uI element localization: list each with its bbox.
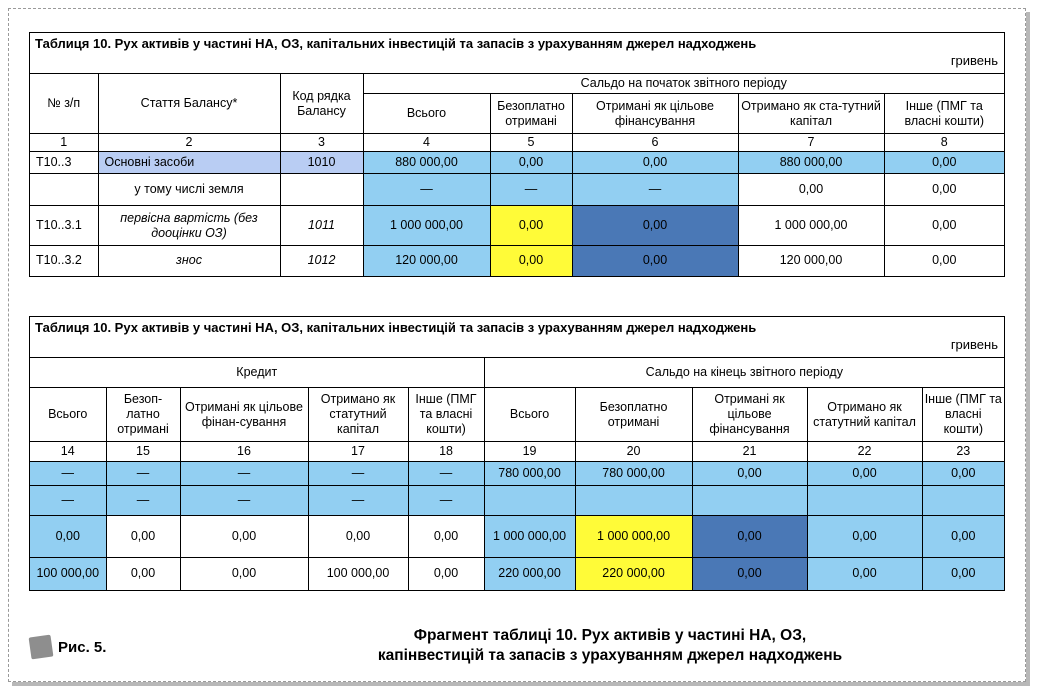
row-article: у тому числі земля (98, 174, 280, 206)
table-row (30, 206, 1004, 246)
table-2-grid (30, 357, 1004, 590)
cell: 220 000,00 (575, 558, 692, 590)
table-row (30, 486, 1004, 516)
cell: — (180, 486, 308, 516)
table-row (30, 516, 1004, 558)
colnum: 16 (180, 442, 308, 462)
table-2-unit: гривень (950, 337, 998, 352)
cell-capital: 120 000,00 (738, 246, 884, 276)
cell-other: 0,00 (884, 152, 1004, 174)
colnum: 5 (490, 134, 572, 152)
cell: — (408, 486, 484, 516)
row-num: Т10..3.1 (30, 206, 98, 246)
table-2 (29, 316, 1005, 591)
caption-line-2: капінвестицій та запасів з урахуванням джерел надходжень (377, 647, 843, 664)
header-credit-free: Безоп-латно отримані (106, 388, 180, 442)
cell (484, 486, 575, 516)
colnum: 20 (575, 442, 692, 462)
cell: 0,00 (692, 516, 807, 558)
cell-other: 0,00 (884, 246, 1004, 276)
cell: — (408, 462, 484, 486)
row-code (280, 174, 363, 206)
cell: — (308, 486, 408, 516)
cell: — (30, 462, 106, 486)
header-credit-capital: Отримано як статутний капітал (308, 388, 408, 442)
table-row (30, 174, 1004, 206)
cell: 0,00 (922, 558, 1004, 590)
cell (692, 486, 807, 516)
header-article: Стаття Балансу* (98, 74, 280, 134)
table-1 (29, 32, 1005, 277)
header-start-balance: Сальдо на початок звітного періоду (363, 74, 1004, 94)
cell-free: — (490, 174, 572, 206)
cell: 100 000,00 (30, 558, 106, 590)
cell: 0,00 (106, 516, 180, 558)
header-other: Інше (ПМГ та власні кошти) (884, 94, 1004, 134)
cell: 0,00 (807, 516, 922, 558)
cell-other: 0,00 (884, 174, 1004, 206)
header-capital: Отримано як ста-тутний капітал (738, 94, 884, 134)
cell: 780 000,00 (575, 462, 692, 486)
column-numbers-row (30, 442, 1004, 462)
row-article: первісна вартість (без дооцінки ОЗ) (98, 206, 280, 246)
cell: 0,00 (308, 516, 408, 558)
cell: 1 000 000,00 (575, 516, 692, 558)
cell: 780 000,00 (484, 462, 575, 486)
cell: 0,00 (807, 558, 922, 590)
header-free: Безоплатно отримані (490, 94, 572, 134)
cell: 0,00 (692, 462, 807, 486)
cell: — (30, 486, 106, 516)
cell-other: 0,00 (884, 206, 1004, 246)
cell: — (106, 486, 180, 516)
row-article: знос (98, 246, 280, 276)
table-1-title: Таблиця 10. Рух активів у частині НА, ОЗ, капітальних інвестицій та запасів з урахуванням джерел надходжень (35, 36, 757, 51)
header-credit: Кредит (30, 358, 484, 388)
cell: — (180, 462, 308, 486)
row-num: Т10..3 (30, 152, 98, 174)
cell: 0,00 (807, 462, 922, 486)
caption-line-1: Фрагмент таблиці 10. Рух активів у частині НА, ОЗ, (413, 627, 807, 644)
cell: 220 000,00 (484, 558, 575, 590)
cell: 0,00 (30, 516, 106, 558)
header-total: Всього (363, 94, 490, 134)
header-credit-other: Інше (ПМГ та власні кошти) (408, 388, 484, 442)
cell: 0,00 (922, 516, 1004, 558)
colnum: 1 (30, 134, 98, 152)
header-end-free: Безоплатно отримані (575, 388, 692, 442)
column-numbers-row (30, 134, 1004, 152)
cell-target: — (572, 174, 738, 206)
row-article: Основні засоби (98, 152, 280, 174)
header-credit-total: Всього (30, 388, 106, 442)
header-end-other: Інше (ПМГ та власні кошти) (922, 388, 1004, 442)
cell: 100 000,00 (308, 558, 408, 590)
colnum: 7 (738, 134, 884, 152)
cell: 0,00 (408, 516, 484, 558)
colnum: 6 (572, 134, 738, 152)
cell-capital: 880 000,00 (738, 152, 884, 174)
table-row (30, 246, 1004, 276)
header-end-balance: Сальдо на кінець звітного періоду (484, 358, 1004, 388)
colnum: 22 (807, 442, 922, 462)
table-1-grid (30, 73, 1004, 276)
colnum: 19 (484, 442, 575, 462)
header-credit-target: Отримані як цільове фінан-сування (180, 388, 308, 442)
row-num (30, 174, 98, 206)
cell-total: — (363, 174, 490, 206)
header-target: Отримані як цільове фінансування (572, 94, 738, 134)
cell-capital: 0,00 (738, 174, 884, 206)
figure-marker-icon (29, 635, 54, 660)
cell-total: 1 000 000,00 (363, 206, 490, 246)
cell-free: 0,00 (490, 206, 572, 246)
table-1-unit: гривень (950, 53, 998, 68)
cell: 0,00 (106, 558, 180, 590)
cell: 0,00 (180, 516, 308, 558)
row-code: 1011 (280, 206, 363, 246)
colnum: 21 (692, 442, 807, 462)
colnum: 3 (280, 134, 363, 152)
colnum: 2 (98, 134, 280, 152)
cell: — (106, 462, 180, 486)
header-num: № з/п (30, 74, 98, 134)
colnum: 14 (30, 442, 106, 462)
cell: — (308, 462, 408, 486)
row-num: Т10..3.2 (30, 246, 98, 276)
cell: 0,00 (922, 462, 1004, 486)
row-code: 1010 (280, 152, 363, 174)
cell-free: 0,00 (490, 152, 572, 174)
cell-target: 0,00 (572, 152, 738, 174)
cell (575, 486, 692, 516)
cell (922, 486, 1004, 516)
cell: 0,00 (180, 558, 308, 590)
table-row (30, 152, 1004, 174)
cell-target: 0,00 (572, 246, 738, 276)
header-end-target: Отримані як цільове фінансування (692, 388, 807, 442)
table-row (30, 558, 1004, 590)
colnum: 4 (363, 134, 490, 152)
cell-target: 0,00 (572, 206, 738, 246)
cell-total: 120 000,00 (363, 246, 490, 276)
cell-total: 880 000,00 (363, 152, 490, 174)
figure-label (30, 636, 106, 658)
cell: 0,00 (408, 558, 484, 590)
header-code: Код рядка Балансу (280, 74, 363, 134)
colnum: 17 (308, 442, 408, 462)
cell-free: 0,00 (490, 246, 572, 276)
row-code: 1012 (280, 246, 363, 276)
header-end-capital: Отримано як статутний капітал (807, 388, 922, 442)
colnum: 8 (884, 134, 1004, 152)
cell (807, 486, 922, 516)
cell: 0,00 (692, 558, 807, 590)
table-2-title: Таблиця 10. Рух активів у частині НА, ОЗ, капітальних інвестицій та запасів з урахуванням джерел надходжень (35, 320, 757, 335)
colnum: 23 (922, 442, 1004, 462)
figure-caption (330, 626, 890, 666)
cell-capital: 1 000 000,00 (738, 206, 884, 246)
cell: 1 000 000,00 (484, 516, 575, 558)
header-end-total: Всього (484, 388, 575, 442)
colnum: 18 (408, 442, 484, 462)
colnum: 15 (106, 442, 180, 462)
table-row (30, 462, 1004, 486)
figure-label-text: Рис. 5. (58, 638, 107, 656)
